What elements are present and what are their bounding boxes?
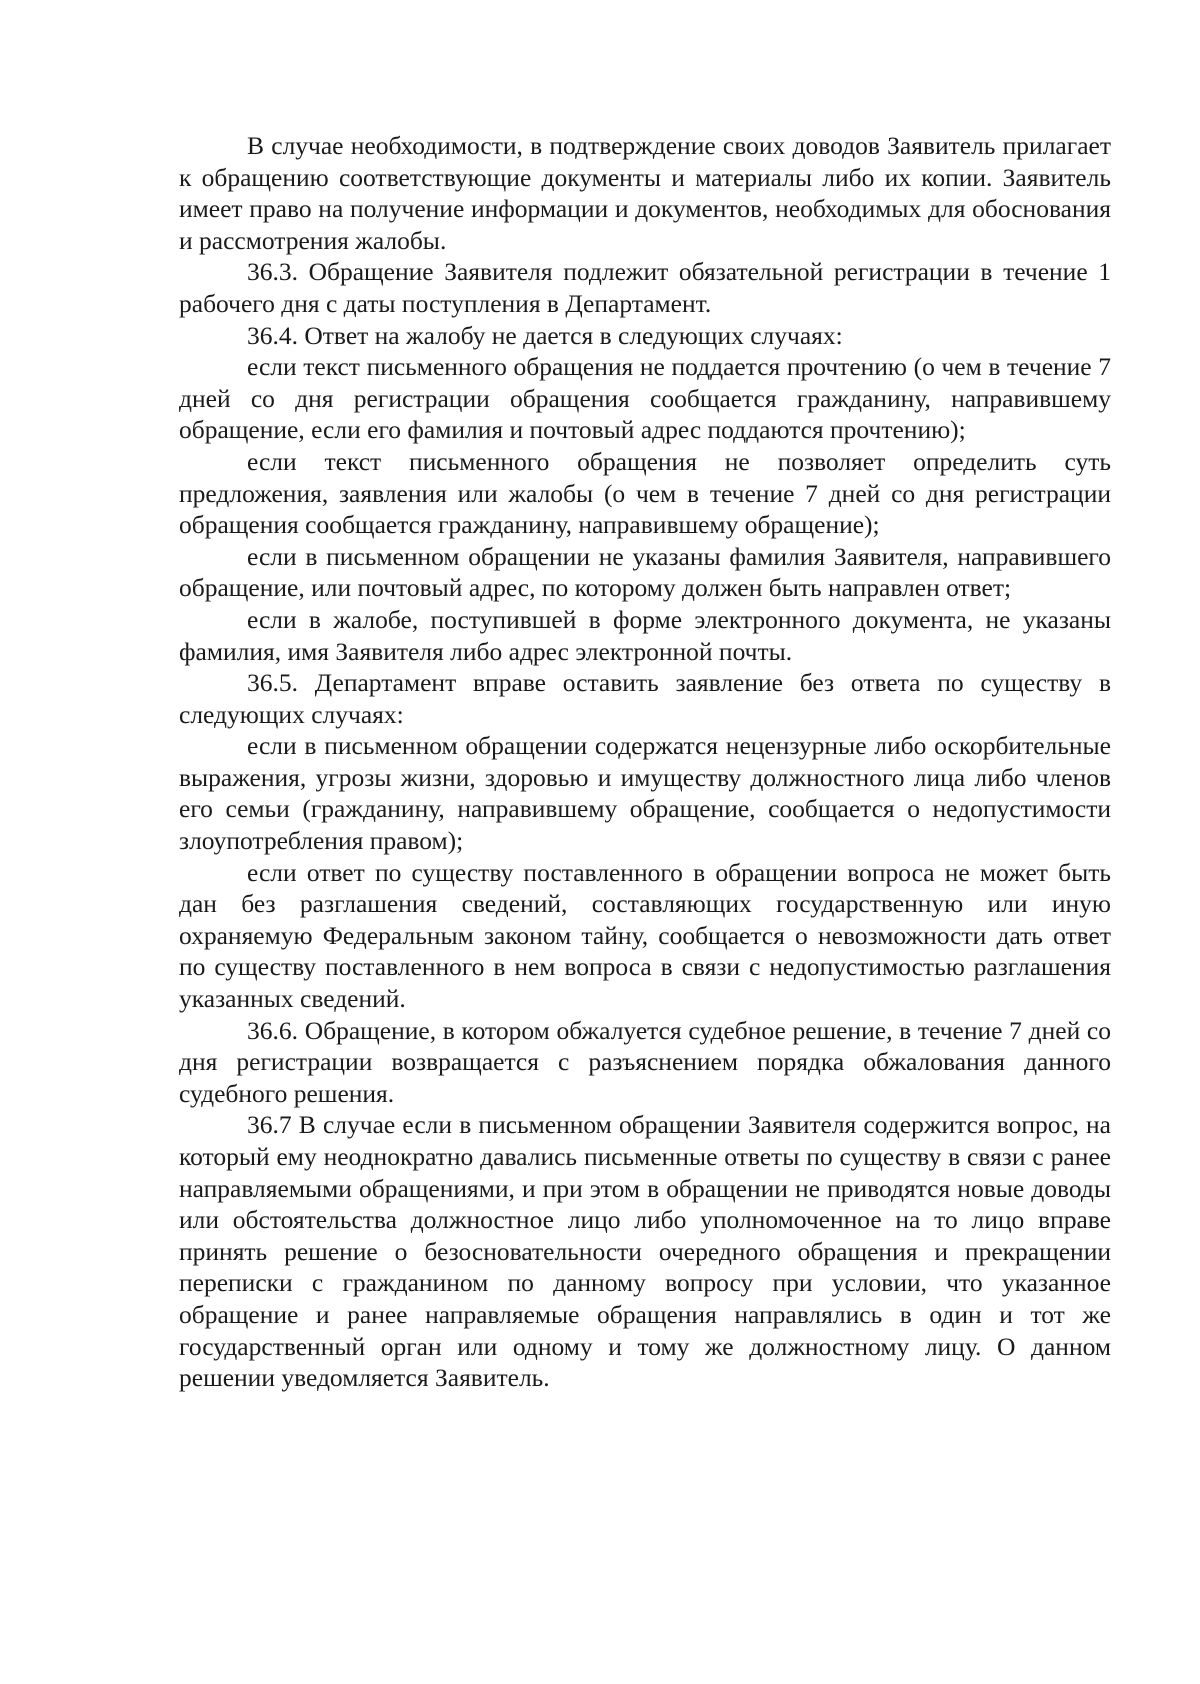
paragraph-evidence-materials: В случае необходимости, в подтверждение своих доводов Заявитель прилагает к обращению соответствующие документы и материалы либо их копии. Заявитель имеет право на получение информации и документов, необходимых для обоснования и рассмотрения жалобы. [179,131,1111,255]
paragraph-unclear-essence: если текст письменного обращения не позволяет определить суть предложения, заявления или жалобы (о чем в течение 7 дней со дня регистрации обращения сообщается гражданину, направившему обращение); [179,446,1111,540]
document-page [179,130,1111,1394]
paragraph-36-5-without-answer: 36.5. Департамент вправе оставить заявление без ответа по существу в следующих случаях: [179,668,1111,729]
paragraph-missing-name-address: если в письменном обращении не указаны фамилия Заявителя, направившего обращение, или почтовый адрес, по которому должен быть направлен ответ; [179,541,1111,603]
paragraph-36-6-court-decision: 36.6. Обращение, в котором обжалуется судебное решение, в течение 7 дней со дня регистрации возвращается с разъяснением порядка обжалования данного судебного решения. [179,1015,1111,1108]
paragraph-36-4-no-answer-cases: 36.4. Ответ на жалобу не дается в следующих случаях: [247,320,843,350]
paragraph-obscene-expressions: если в письменном обращении содержатся нецензурные либо оскорбительные выражения, угрозы жизни, здоровью и имуществу должностного лица либо членов его семьи (гражданину, направившему обращение, сообщается о недопустимости злоупотребления правом); [179,731,1111,856]
paragraph-unreadable-text: если текст письменного обращения не поддается прочтению (о чем в течение 7 дней со дня регистрации обращения сообщается гражданину, направившему обращение, если его фамилия и почтовый адрес поддаются прочтению); [179,352,1111,445]
paragraph-electronic-missing-data: если в жалобе, поступившей в форме электронного документа, не указаны фамилия, имя Заявителя либо адрес электронной почты. [179,604,1111,666]
paragraph-36-7-repeated-appeal: 36.7 В случае если в письменном обращении Заявителя содержится вопрос, на который ему неоднократно давались письменные ответы по существу в связи с ранее направляемыми обращениями, и при этом в обращении не приводятся новые доводы или обстоятельства должностное лицо либо уполномоченное на то лицо вправе принять решение о безосновательности очередного обращения и прекращении переписки с гражданином по данному вопросу при условии, что указанное обращение и ранее направляемые обращения направлялись в один и тот же государственный орган или одному и тому же должностному лицу. О данном решении уведомляется Заявитель. [179,1110,1111,1393]
paragraph-36-3-registration: 36.3. Обращение Заявителя подлежит обязательной регистрации в течение 1 рабочего дня с даты поступления в Департамент. [179,257,1111,318]
paragraph-state-secret: если ответ по существу поставленного в обращении вопроса не может быть дан без разглашения сведений, составляющих государственную или иную охраняемую Федеральным законом тайну, сообщается о невозможности дать ответ по существу поставленного в нем вопроса в связи с недопустимостью разглашения указанных сведений. [179,857,1111,1014]
